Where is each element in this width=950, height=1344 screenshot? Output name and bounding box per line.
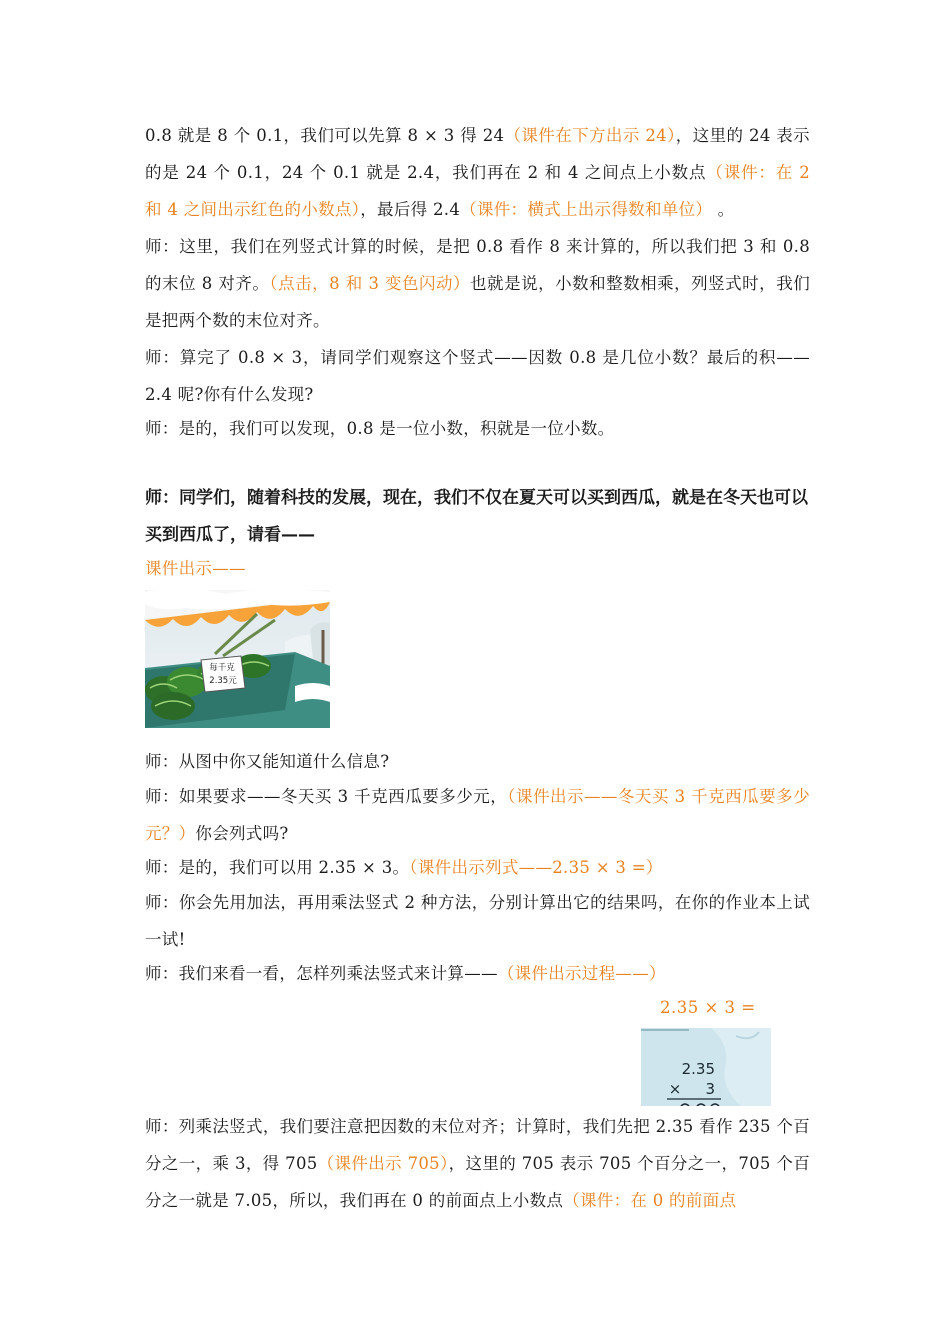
text-run: 。 xyxy=(712,200,735,219)
paragraph-11 xyxy=(145,955,810,992)
text-run: 你会列式吗? xyxy=(195,824,289,843)
times-sign: × xyxy=(668,1080,682,1098)
courseware-note: （点击，8 和 3 变色闪动） xyxy=(269,274,471,293)
text-run: 师：算完了 0.8 × 3，请同学们观察这个竖式——因数 0.8 是几位小数？最后的积——2.4 呢?你有什么发现? xyxy=(145,348,810,404)
price-sign-line2: 2.35元 xyxy=(209,676,237,686)
courseware-note: （课件：横式上出示得数和单位） xyxy=(460,200,713,219)
multiplicand: 2.35 xyxy=(681,1060,715,1078)
courseware-note: （课件在下方出示 24） xyxy=(504,126,676,145)
paragraph-1 xyxy=(145,117,810,228)
paragraph-6 xyxy=(145,550,810,587)
text-run: 也就是说，小数和整数相乘，列竖式时，我们是把两个数的末位对齐。 xyxy=(145,274,811,330)
vertical-multiplication-image xyxy=(641,1028,771,1106)
text-run: 师：从图中你又能知道什么信息? xyxy=(145,752,390,771)
paragraph-12 xyxy=(145,1108,810,1219)
courseware-note: （课件：在 2 和 4 之间出示红色的小数点） xyxy=(145,163,811,219)
paragraph-3 xyxy=(145,339,810,413)
courseware-note: 课件出示—— xyxy=(145,559,246,578)
bold-text: 师：同学们，随着科技的发展，现在，我们不仅在夏天可以买到西瓜，就是在冬天也可以买到西瓜了，请看—— xyxy=(145,488,808,545)
text-run: 师：是的，我们可以发现，0.8 是一位小数，积就是一位小数。 xyxy=(145,419,615,438)
text-run: 师：这里，我们在列竖式计算的时候，是把 0.8 看作 8 来计算的，所以我们把 3 和 0.8 的末位 8 对齐。 xyxy=(145,237,810,293)
courseware-note: （课件出示——冬天买 3 千克西瓜要多少元？） xyxy=(145,787,810,843)
text-run: 师：是的，我们可以用 2.35 × 3。 xyxy=(145,858,410,877)
vertical-calc-graphic xyxy=(641,1028,771,1106)
text-run: ，最后得 2.4 xyxy=(360,200,461,219)
text-run: ，这里的 705 表示 705 个百分之一，705 个百分之一就是 7.05，所以，我们再在 0 的前面点上小数点 xyxy=(145,1154,810,1210)
watermelon-stall-illustration xyxy=(145,590,330,728)
paragraph-2 xyxy=(145,228,810,339)
paragraph-4 xyxy=(145,410,810,447)
watermelon-scene xyxy=(145,590,330,728)
paragraph-9 xyxy=(145,849,810,886)
text-run: ，这里的 24 表示的是 24 个 0.1，24 个 0.1 就是 2.4，我们再在 2 和 4 之间点上小数点 xyxy=(145,126,810,182)
text-run: 0.8 就是 8 个 0.1，我们可以先算 8 × 3 得 24 xyxy=(145,126,505,145)
text-run: 师：你会先用加法，再用乘法竖式 2 种方法，分别计算出它的结果吗，在你的作业本上试一试! xyxy=(145,893,810,949)
multiplier: 3 xyxy=(705,1080,715,1098)
text-run: 师：我们来看一看，怎样列乘法竖式来计算—— xyxy=(145,964,498,983)
price-sign-line1: 每千克 xyxy=(209,663,235,673)
courseware-note: （课件：在 0 的前面点 xyxy=(563,1191,737,1210)
courseware-note: （课件出示过程——） xyxy=(497,964,666,983)
paragraph-10 xyxy=(145,884,810,958)
text-run: 师：列乘法竖式，我们要注意把因数的末位对齐；计算时，我们先把 2.35 看作 235 个百分之一，乘 3，得 705 xyxy=(145,1117,810,1173)
paragraph-5 xyxy=(145,480,810,554)
text-run: 师：如果要求——冬天买 3 千克西瓜要多少元， xyxy=(145,787,508,806)
courseware-note: （课件出示 705） xyxy=(317,1154,449,1173)
paragraph-8 xyxy=(145,778,810,852)
courseware-note: （课件出示列式——2.35 × 3 =） xyxy=(409,858,663,877)
equation-display: 2.35 × 3 = xyxy=(660,998,756,1017)
paragraph-7 xyxy=(145,743,810,780)
